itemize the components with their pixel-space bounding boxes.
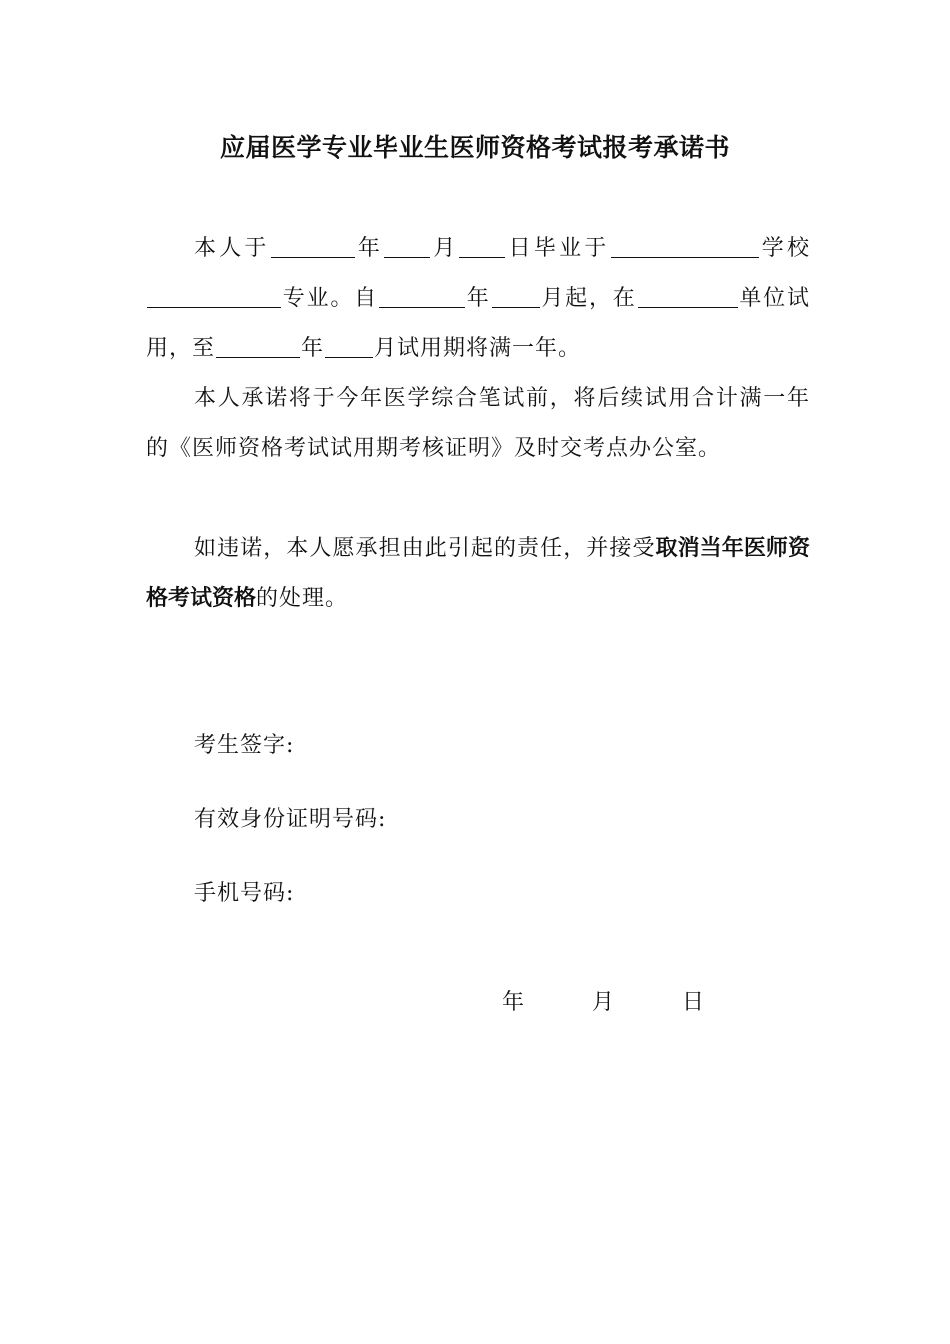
date-day-label: 日: [682, 990, 705, 1015]
text-segment: 年: [465, 286, 491, 311]
text-segment: 月起，在: [540, 286, 637, 311]
text-segment: 月: [431, 236, 459, 261]
blank-graduation-day[interactable]: [459, 233, 505, 258]
text-segment: 如违诺，本人愿承担由此引起的责任，并接受: [194, 536, 656, 561]
blank-trial-unit[interactable]: [638, 283, 738, 308]
paragraph-commitment: 本人承诺将于今年医学综合笔试前，将后续试用合计满一年的《医师资格考试试用期考核证明》及时交考点办公室。: [146, 386, 810, 461]
paragraph-graduation-info: [146, 224, 810, 374]
date-month-label: 月: [592, 990, 615, 1015]
document-title: 应届医学专业毕业生医师资格考试报考承诺书: [219, 133, 730, 162]
text-segment: 专业。自: [282, 286, 378, 311]
id-number-field-label: 有效身份证明号码:: [194, 807, 387, 832]
text-segment: 月试用期将满一年。: [374, 336, 582, 361]
signature-field-label: 考生签字:: [194, 733, 295, 758]
text-segment: 的处理。: [256, 586, 349, 611]
blank-major[interactable]: [147, 283, 281, 308]
blank-trial-end-year[interactable]: [216, 333, 300, 358]
bold-penalty-text: 取消当年医师资格考试资格: [146, 536, 810, 611]
text-segment: 本人于: [194, 236, 270, 261]
blank-trial-start-month[interactable]: [492, 283, 540, 308]
text-segment: 学: [759, 236, 787, 261]
text-segment: 日毕业于: [506, 236, 610, 261]
blank-school-name[interactable]: [611, 233, 759, 258]
date-year-label: 年: [502, 990, 525, 1015]
text-segment: 年: [355, 236, 384, 261]
blank-trial-start-year[interactable]: [379, 283, 465, 308]
phone-field-label: 手机号码:: [194, 881, 295, 906]
blank-graduation-year[interactable]: [271, 233, 355, 258]
text-segment: 单位试用，至: [146, 286, 810, 361]
blank-graduation-month[interactable]: [384, 233, 430, 258]
text-segment: 校: [786, 236, 810, 261]
text-segment: 年: [301, 336, 325, 361]
blank-trial-end-month[interactable]: [325, 333, 373, 358]
paragraph-violation: [146, 524, 810, 624]
